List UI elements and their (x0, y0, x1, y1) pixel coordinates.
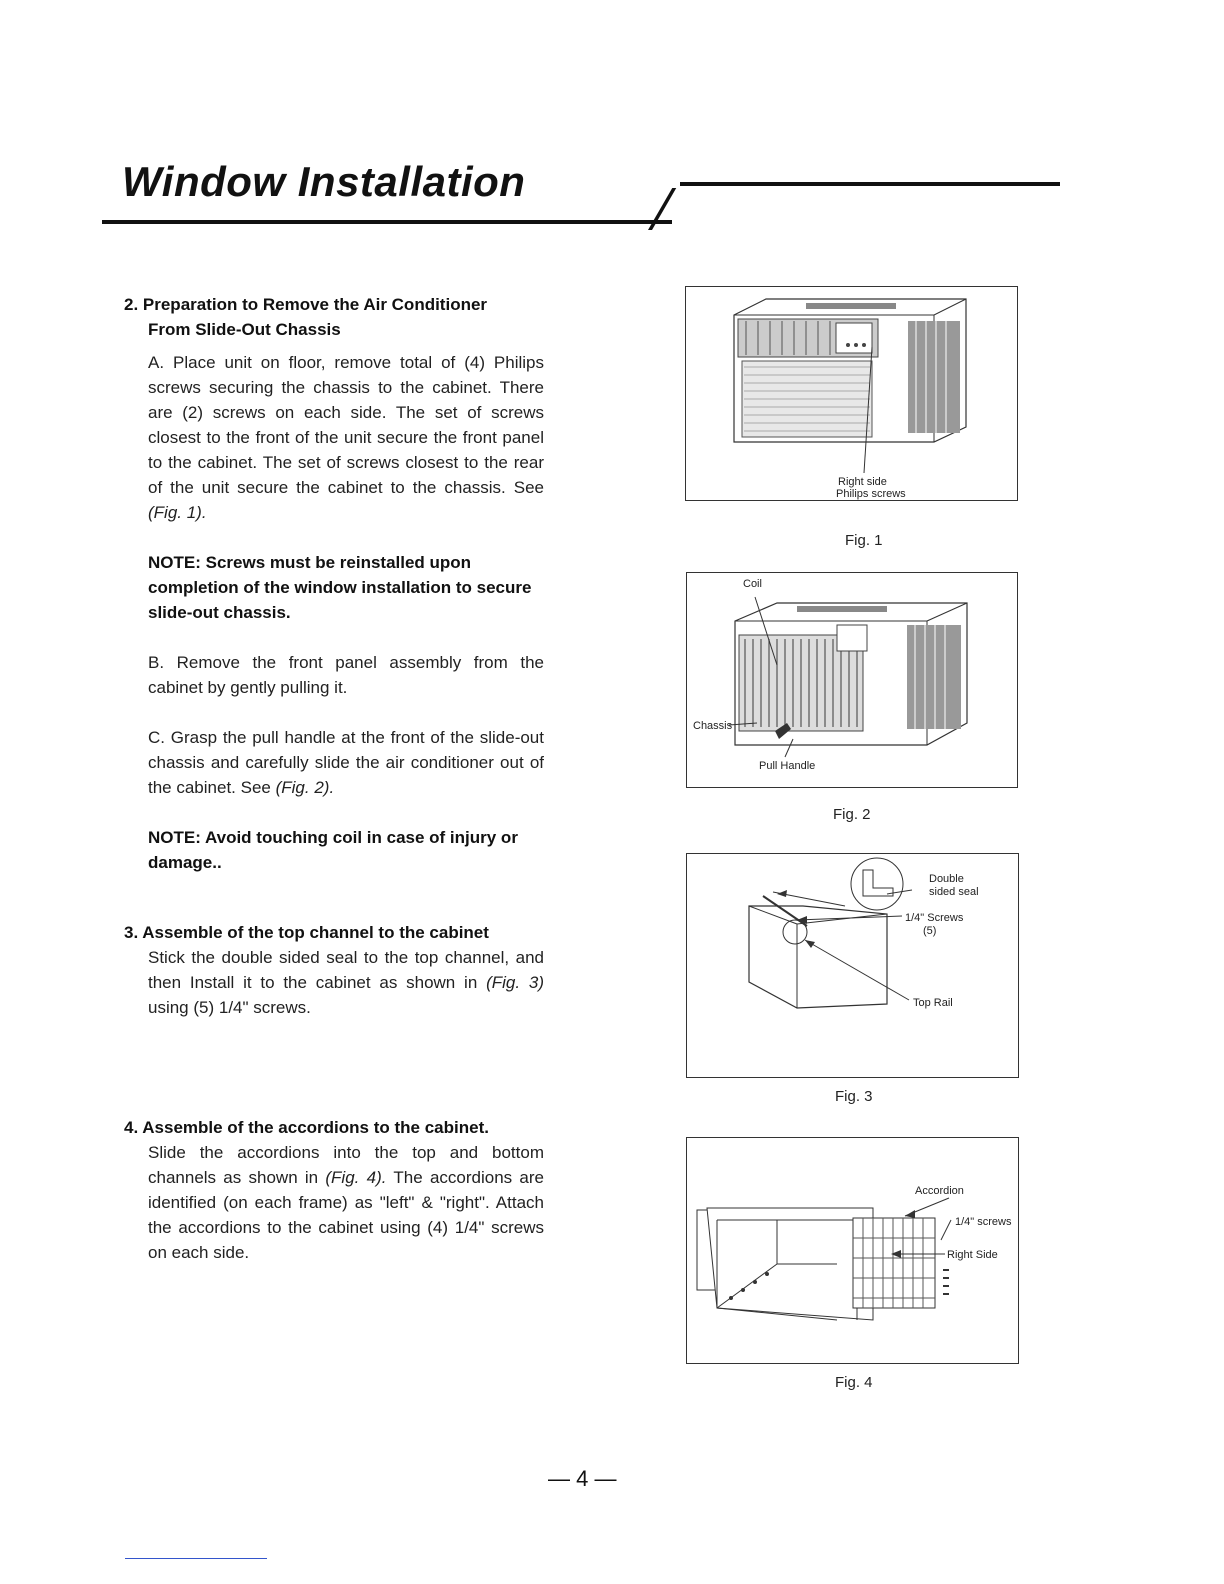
figure-2-illustration (687, 573, 1017, 787)
fig2-label-coil: Coil (743, 578, 762, 590)
step-c-text: C. Grasp the pull handle at the front of the slide-out chassis and carefully slide the air conditioner out of the cabinet. See (148, 728, 544, 797)
page-title: Window Installation (122, 158, 526, 205)
step-c-fig-ref: (Fig. 2). (275, 778, 335, 797)
step-a-fig-ref: (Fig. 1). (148, 503, 207, 522)
title-rule-right (680, 182, 1060, 186)
fig2-label-pull-handle: Pull Handle (759, 760, 816, 772)
fig1-label-right-side: Right side (838, 476, 887, 488)
fig3-label-double: Double (929, 873, 964, 885)
step-c (124, 725, 544, 800)
fig3-label-screws: 1/4" Screws (905, 912, 964, 924)
fig4-label-screws: 1/4" screws (955, 1216, 1012, 1228)
section-4-fig-ref: (Fig. 4). (325, 1168, 387, 1187)
step-a (124, 350, 544, 525)
section-4 (124, 1115, 544, 1265)
figure-4-illustration (687, 1138, 1018, 1363)
section-3-fig-ref: (Fig. 3) (486, 973, 544, 992)
figure-1-illustration (686, 287, 1017, 500)
section-3-body-pre: Stick the double sided seal to the top channel, and then Install it to the cabinet as shown in (148, 948, 544, 992)
fig3-label-top-rail: Top Rail (913, 997, 953, 1009)
section-2-heading-line1: 2. Preparation to Remove the Air Conditioner (124, 295, 488, 314)
fig2-label-chassis: Chassis (693, 720, 733, 732)
section-2 (124, 292, 544, 875)
step-b: B. Remove the front panel assembly from the cabinet by gently pulling it. (148, 653, 544, 697)
section-3-heading: 3. Assemble of the top channel to the cabinet (124, 923, 489, 942)
figure-4 (686, 1137, 1019, 1364)
section-2-heading (124, 292, 544, 317)
fig3-label-sided-seal: sided seal (929, 886, 979, 898)
footer-line (125, 1558, 267, 1559)
figure-1-caption: Fig. 1 (845, 532, 883, 549)
note-screws: NOTE: Screws must be reinstalled upon completion of the window installation to secure slide-out chassis. (148, 553, 532, 622)
figure-2-caption: Fig. 2 (833, 806, 871, 823)
section-3-body-post: using (5) 1/4" screws. (148, 998, 311, 1017)
fig4-label-accordion: Accordion (915, 1185, 964, 1197)
figure-2 (686, 572, 1018, 788)
section-4-body (124, 1140, 544, 1265)
section-3 (124, 920, 544, 1020)
note-coil: NOTE: Avoid touching coil in case of injury or damage.. (148, 828, 518, 872)
figure-3-illustration (687, 854, 1018, 1077)
figure-1 (685, 286, 1018, 501)
fig3-label-screws-count: (5) (923, 925, 937, 937)
figure-4-caption: Fig. 4 (835, 1374, 873, 1391)
title-rule-left (102, 220, 672, 224)
section-4-body-pre: Slide the accordions into the top and bottom channels as shown in (148, 1143, 544, 1187)
section-3-body (124, 945, 544, 1020)
step-a-text: A. Place unit on floor, remove total of (4) Philips screws securing the chassis to the cabinet. There are (2) screws on each side. The set of screws closest to the front of the unit secure the front panel to the cabinet. The set of screws closest to the rear of the unit secure the cabinet to the chassis. See (148, 353, 544, 497)
section-4-body-post: The accordions are identified (on each frame) as "left" & "right". Attach the accordions to the cabinet using (4) 1/4" screws on each side. (148, 1168, 544, 1262)
figure-3-caption: Fig. 3 (835, 1088, 873, 1105)
section-2-heading-line2: From Slide-Out Chassis (148, 320, 341, 339)
page-number: — 4 — (548, 1466, 617, 1491)
fig1-label-philips-screws: Philips screws (836, 488, 906, 500)
figure-3 (686, 853, 1019, 1078)
section-4-heading: 4. Assemble of the accordions to the cabinet. (124, 1118, 489, 1137)
fig4-label-right-side: Right Side (947, 1249, 998, 1261)
